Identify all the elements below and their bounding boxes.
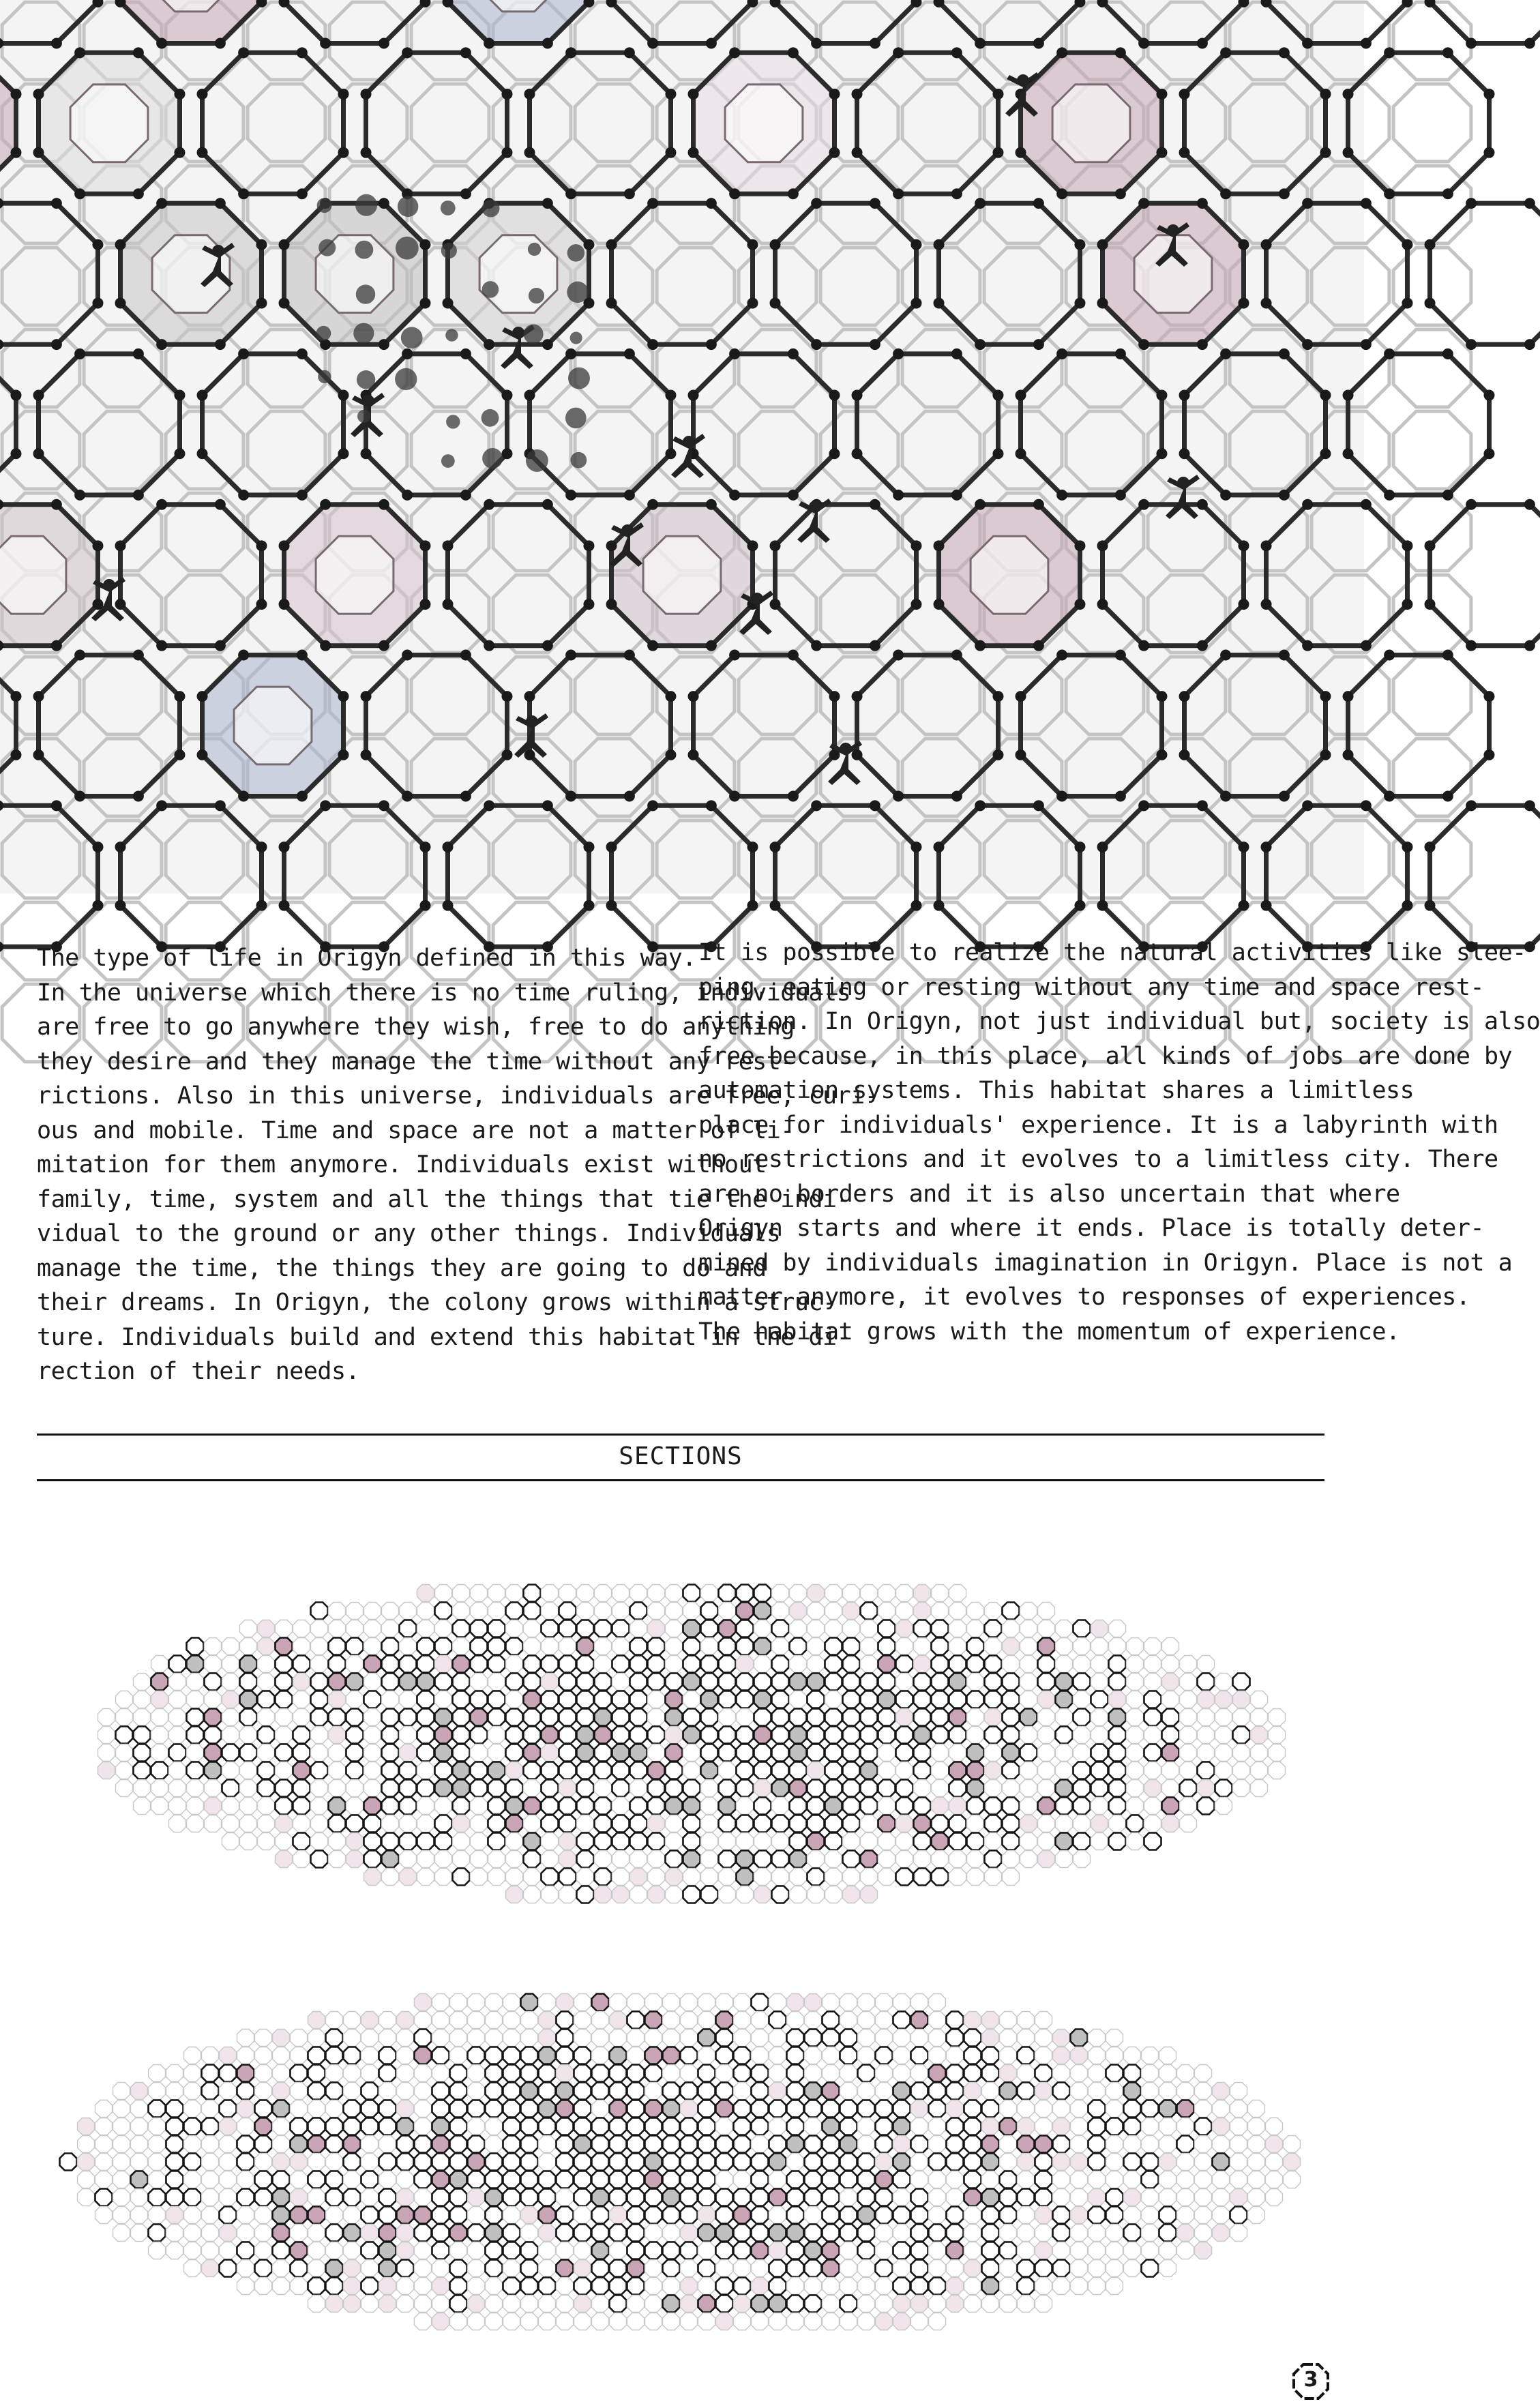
text-line: free because, in this place, all kinds of jobs are done by [698, 1042, 1513, 1070]
text-line: rictions. Also in this universe, individuals are free, curi- [37, 1082, 879, 1110]
text-line: riction. In Origyn, not just individual but, society is also [698, 1008, 1540, 1035]
section-cells [60, 1994, 1301, 2330]
text-line: are no borders and it is also uncertain that where [698, 1180, 1400, 1208]
text-line: ping, eating or resting without any time and space rest- [698, 973, 1485, 1001]
text-line: It is possible to realize the natural activities like slee- [698, 939, 1526, 966]
text-line: are free to go anywhere they wish, free to do anything [37, 1013, 795, 1041]
text-line: The type of life in Origyn defined in this way. [37, 945, 696, 972]
page-number [1292, 2362, 1330, 2401]
text-line: ous and mobile. Time and space are not a matter of li- [37, 1116, 795, 1144]
description-text [37, 939, 1540, 1405]
text-line: automation systems. This habitat shares a limitless [698, 1077, 1415, 1104]
lattice-habitat-illustration [0, 0, 1364, 893]
text-line: matter anymore, it evolves to responses of experiences. [698, 1283, 1470, 1311]
text-line: mined by individuals imagination in Origyn. Place is not a [698, 1249, 1513, 1277]
section-drawing-1 [41, 1521, 1323, 1944]
text-line: mitation for them anymore. Individuals exist without [37, 1151, 767, 1178]
text-line: they desire and they manage the time without any rest- [37, 1048, 795, 1075]
section-cells [98, 1585, 1286, 1903]
sections-header [37, 1434, 1324, 1481]
text-line: vidual to the ground or any other things. Individuals [37, 1220, 781, 1247]
text-line: ture. Individuals build and extend this habitat in the di- [37, 1323, 851, 1351]
text-column-right [698, 936, 1540, 1349]
text-line: Origyn starts and where it ends. Place is totally deter- [698, 1215, 1485, 1242]
text-line: The habitat grows with the momentum of experience. [698, 1318, 1400, 1346]
text-line: In the universe which there is no time ruling, individuals [37, 979, 851, 1007]
sections-title: SECTIONS [619, 1442, 743, 1470]
text-line: manage the time, the things they are going to do and [37, 1254, 767, 1282]
text-line: family, time, system and all the things that tie the indi- [37, 1185, 851, 1213]
text-line: no restrictions and it evolves to a limitless city. There [698, 1146, 1498, 1173]
text-line: place for individuals' experience. It is a labyrinth with [698, 1111, 1498, 1139]
hero-illustration [0, 0, 1364, 893]
text-line: rection of their needs. [37, 1358, 360, 1385]
page-number-label: 3 [1303, 2368, 1318, 2392]
text-line: their dreams. In Origyn, the colony grows within a struc- [37, 1289, 837, 1316]
section-drawing-2 [41, 1957, 1323, 2366]
